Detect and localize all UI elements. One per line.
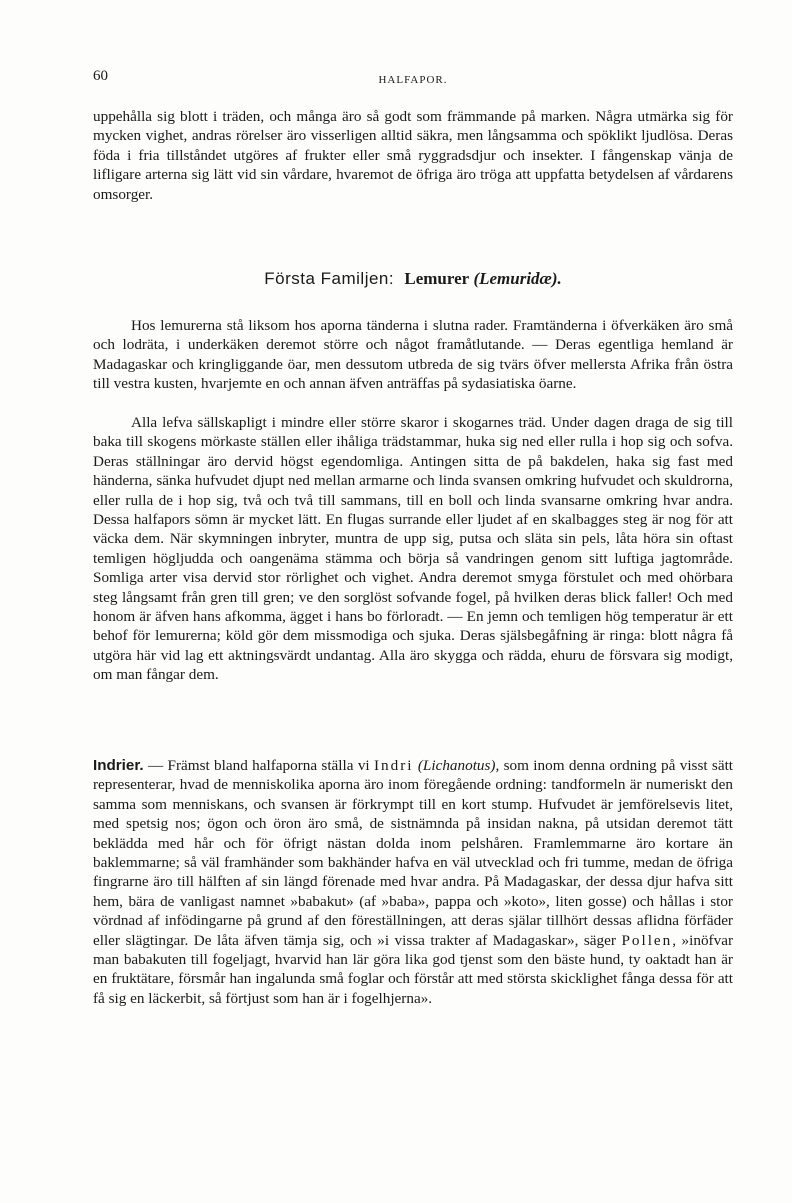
family-heading xyxy=(93,269,733,289)
lemur-habits-paragraph: Alla lefva sällskapligt i mindre eller större skaror i skogarnes träd. Under dagen draga de sig till baka till skogens mörkaste ställen eller ihåliga trädstammar, huka sig ned eller rulla i hop sig och sofva. Deras ställningar äro dervid högst egendomliga. Antingen sitta de på bakdelen, haka sig fast med händerna, sänka hufvudet djupt ned mellan armarne och linda svansen omkring hufvudet och skuldrorna, eller rulla de i hop sig, två och två till sammans, till en boll och linda svansarne omkring hvar andra. Dessa halfapors sömn är mycket lätt. En flugas surrande eller ljudet af en skalbagges steg är nog för att väcka dem. När skymningen inbryter, muntra de upp sig, putsa och släta sin pels, låta höra sin oftast temligen högljudda och oangenäma stämma och börja så vandringen genom sitt luftiga jagtområde. Somliga arter visa dervid stor rörlighet och vighet. Andra deremot smyga förstulet och med ohörbara steg långsamt från gren till gren; ve den sorglöst sofvande fogel, på hvilken deras blick faller! Och med honom är äfven hans afkomma, ägget i hans bo förloradt. — En jemn och temligen hög temperatur är ett behof för lemurerna; köld gör dem missmodiga och sjuka. Deras själsbegåfning är ringa: blott några få utgöra här vid lag ett aktningsvärdt undantag. Alla äro skygga och rädda, ehuru de försvara sig modigt, om man fångar dem. xyxy=(93,414,733,684)
indri-latin-name: (Lichanotus), xyxy=(417,757,500,774)
indrier-text-4: , »inöfvar man babakuten till fogeljagt, hvarvid han lär göra lika god tjenst som den bäste hund, ty oaktadt han är en fruktätare, försmår han ingalunda små foglar och förstår att med största skicklighet fånga dessa för att få sig en läckerbit, så förtjust som han är i fogelhjerna». xyxy=(93,931,733,1007)
page-number: 60 xyxy=(93,68,108,84)
lemur-teeth-paragraph: Hos lemurerna stå liksom hos aporna tänderna i slutna rader. Framtänderna i öfverkäken äro små och lodräta, i underkäken deremot större och något framåtlutande. — Deras egentliga hemland är Madagaskar och kringliggande öar, men dessutom utbreda de sig tvärs öfver mellersta Afrika från östra till vestra kusten, hvarjemte en och annan äfven anträffas på sydasiatiska öarne. xyxy=(93,317,733,393)
author-pollen: Pollen xyxy=(621,931,673,949)
indrier-text-1: — Främst bland halfaporna ställa vi xyxy=(143,757,374,774)
family-heading-latin: (Lemuridæ). xyxy=(473,269,562,288)
running-title: HALFAPOR. xyxy=(378,74,448,86)
indrier-text-3: som inom denna ordning på visst sätt representerar, hvad de menniskolika aporna äro inom föregående ordning: tandformeln är numeriskt den samma som menniskans, och svansen är förkrympt till en kort stump. Hufvudet är jemförelsevis litet, med spetsig nos; ögon och öron äro små, de sistnämnda på insidan nakna, på utsidan deremot tätt beklädda med hår och för öfrigt nästan dolda inom pelshåren. Framlemmarne äro kortare än baklemmarne; så väl framhänder som bakhänder hafva en väl utvecklad och fri tumme, medan de öfriga fingrarne äro till hälften af sin längd förenade med hvar andra. På Madagaskar, der dessa djur hafva sitt hem, bära de vanligast namnet »babakut» (af »baba», pappa och »koto», liten gosse) och hållas i stor vördnad af infödingarne på grund af den föreställningen, att deras själar tillhört dessas aflidna förfäder eller slägtingar. De låta äfven tämja sig, och »i vissa trakter af Madagaskar», säger xyxy=(93,757,734,949)
family-heading-label: Första Familjen: xyxy=(264,269,395,288)
indrier-runin-heading: Indrier. xyxy=(93,757,144,774)
indrier-paragraph xyxy=(93,756,733,1008)
intro-paragraph: uppehålla sig blott i träden, och många äro så godt som främmande på marken. Några utmärka sig för mycken vighet, andras rörelser äro visserligen alltid säkra, men långsamma och spöklikt ljudlösa. Deras föda i fria tillståndet utgöres af frukter eller små ryggradsdjur och insekter. I fångenskap vänja de lifligare arterna sig lätt vid sin vårdare, hvaremot de öfriga äro tröga att uppfatta betydelsen af vårdarens omsorger. xyxy=(93,108,733,203)
page-header xyxy=(93,62,733,86)
indri-name: Indri xyxy=(373,757,414,774)
family-heading-name: Lemurer xyxy=(404,269,470,288)
